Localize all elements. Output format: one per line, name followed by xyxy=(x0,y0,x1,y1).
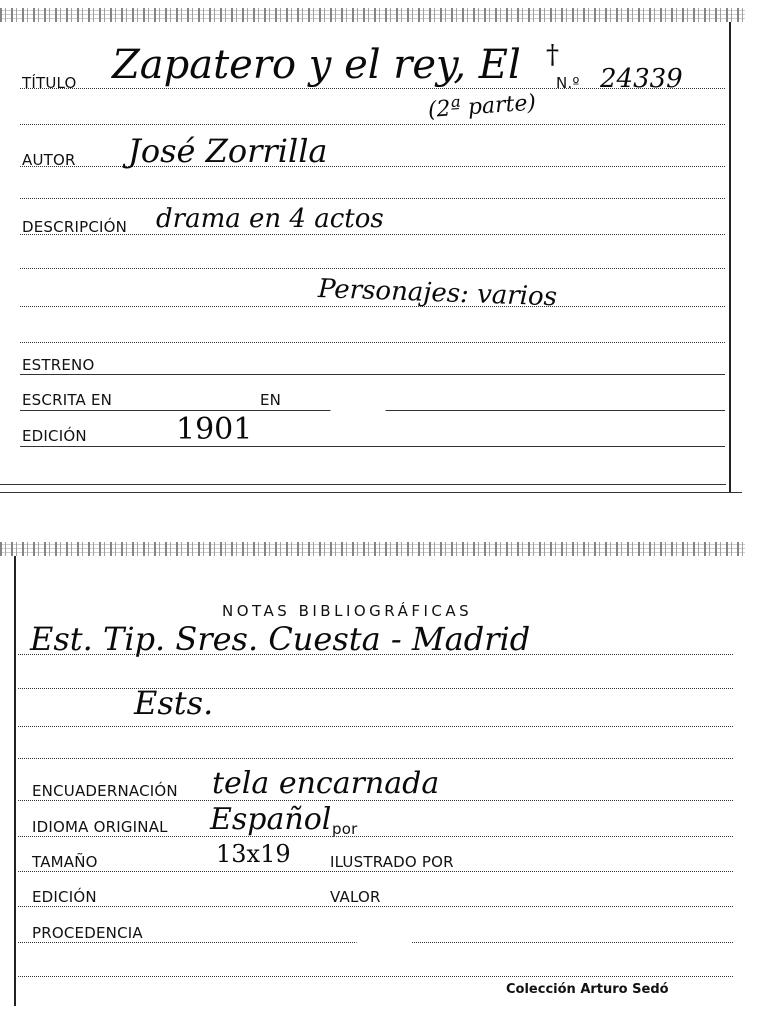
note-line-1: Est. Tip. Sres. Cuesta - Madrid xyxy=(30,620,531,658)
descripcion-value: drama en 4 actos xyxy=(156,204,384,234)
estreno-label: ESTRENO xyxy=(22,356,95,374)
separator-line xyxy=(0,492,742,493)
rule xyxy=(18,758,733,759)
numero-label: N.º xyxy=(556,74,580,92)
autor-line xyxy=(20,166,725,167)
card-bottom-line xyxy=(0,484,726,485)
en-label: EN xyxy=(260,391,282,409)
paper-blot xyxy=(356,930,412,970)
cross-mark: † xyxy=(546,40,559,70)
rule xyxy=(20,342,725,343)
encuadernacion-label: ENCUADERNACIÓN xyxy=(32,782,178,800)
card-top-edge xyxy=(0,8,745,22)
rule xyxy=(20,268,725,269)
tamano-line xyxy=(18,871,733,872)
tamano-value: 13x19 xyxy=(216,840,291,868)
catalog-card-front xyxy=(0,8,745,492)
descripcion-label: DESCRIPCIÓN xyxy=(22,218,128,236)
rule xyxy=(18,654,733,655)
estreno-line xyxy=(20,374,725,375)
escrita-label: ESCRITA EN xyxy=(22,391,113,409)
titulo-note: (2ª parte) xyxy=(427,90,537,123)
card-right-border xyxy=(729,22,731,492)
autor-label: AUTOR xyxy=(22,151,76,169)
rule xyxy=(20,306,725,307)
titulo-label: TÍTULO xyxy=(22,74,77,92)
rule xyxy=(18,688,733,689)
numero-value: 24339 xyxy=(600,64,683,94)
notas-heading: NOTAS BIBLIOGRÁFICAS xyxy=(222,602,473,620)
personajes-value: Personajes: varios xyxy=(317,274,558,313)
rule xyxy=(20,124,725,125)
edicion-label-back: EDICIÓN xyxy=(32,888,97,906)
titulo-value: Zapatero y el rey, El xyxy=(112,42,521,88)
card-top-edge xyxy=(0,542,745,556)
paper-blot xyxy=(330,392,386,450)
collection-footer: Colección Arturo Sedó xyxy=(506,982,669,997)
tamano-label: TAMAÑO xyxy=(32,853,98,871)
rule xyxy=(20,198,725,199)
procedencia-label: PROCEDENCIA xyxy=(32,924,143,942)
idioma-label: IDIOMA ORIGINAL xyxy=(32,818,168,836)
autor-value: José Zorrilla xyxy=(128,132,328,170)
por-label: por xyxy=(332,820,358,838)
rule xyxy=(18,976,733,977)
edicion-label: EDICIÓN xyxy=(22,427,87,445)
rule xyxy=(18,726,733,727)
edicion-line-back xyxy=(18,906,733,907)
edicion-value: 1901 xyxy=(176,412,253,447)
idioma-line xyxy=(18,836,733,837)
ilustrado-label: ILUSTRADO POR xyxy=(330,853,454,871)
idioma-value: Español xyxy=(210,802,332,837)
note-line-2: Ests. xyxy=(134,684,214,722)
edicion-line xyxy=(20,446,725,447)
card-left-border xyxy=(14,556,16,1006)
valor-label: VALOR xyxy=(330,888,381,906)
encuadernacion-value: tela encarnada xyxy=(212,766,440,801)
encuadernacion-line xyxy=(18,800,733,801)
catalog-card-back xyxy=(0,542,745,1014)
